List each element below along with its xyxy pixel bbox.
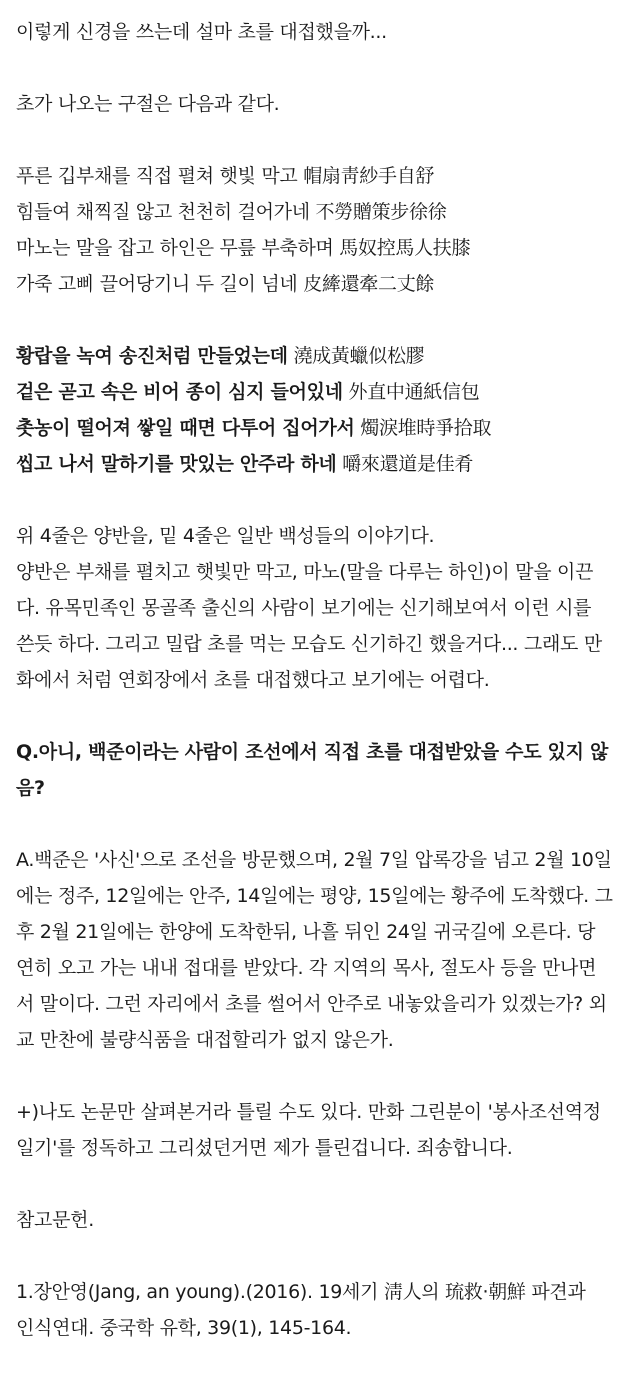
poem-korean-bold: 황랍을 녹여 송진처럼 만들었는데: [16, 345, 288, 367]
intro-line: 초가 나오는 구절은 다음과 같다.: [16, 93, 280, 115]
poem-line: 푸른 깁부채를 직접 펼쳐 햇빛 막고 帽扇靑紗手自舒: [16, 165, 435, 187]
answer-line: A.백준은 '사신'으로 조선을 방문했으며, 2월 7일 압록강을 넘고 2월 10일: [16, 849, 612, 871]
note-line: +)나도 논문만 살펴본거라 틀릴 수도 있다. 만화 그린분이 '봉사조선역정: [16, 1101, 601, 1123]
reference-line: 인식연대. 중국학 유학, 39(1), 145-164.: [16, 1317, 352, 1339]
explanation-line: 위 4줄은 양반을, 밑 4줄은 일반 백성들의 이야기다.: [16, 525, 435, 547]
poem-line: [16, 338, 628, 374]
intro-line: 이렇게 신경을 쓰는데 설마 초를 대접했을까...: [16, 21, 387, 43]
poem-line: 마노는 말을 잡고 하인은 무릎 부축하며 馬奴控馬人扶膝: [16, 237, 471, 259]
question-line: 음?: [16, 777, 45, 799]
answer-line: 서 말이다. 그런 자리에서 초를 썰어서 안주로 내놓았을리가 있겠는가? 외: [16, 993, 607, 1015]
answer-line: 후 2월 21일에는 한양에 도착한뒤, 나흘 뒤인 24일 귀국길에 오른다. 당: [16, 921, 596, 943]
poem-part2: [16, 338, 628, 482]
poem-line: [16, 374, 628, 410]
article-body: [16, 14, 628, 1382]
explanation-paragraph: [16, 518, 628, 698]
question-paragraph: [16, 734, 628, 806]
explanation-line: 화에서 처럼 연회장에서 초를 대접했다고 보기에는 어렵다.: [16, 669, 490, 691]
references-heading-text: 참고문헌.: [16, 1209, 94, 1231]
poem-line: [16, 446, 628, 482]
poem-korean-bold: 겉은 곧고 속은 비어 종이 심지 들어있네: [16, 381, 343, 403]
poem-hanja: 燭淚堆時爭拾取: [354, 417, 492, 439]
poem-hanja: 澆成黃蠟似松膠: [287, 345, 425, 367]
explanation-line: 다. 유목민족인 몽골족 출신의 사람이 보기에는 신기해보여서 이런 시를: [16, 597, 592, 619]
references-heading: [16, 1202, 628, 1238]
poem-part1: [16, 158, 628, 302]
explanation-line: 양반은 부채를 펼치고 햇빛만 막고, 마노(말을 다루는 하인)이 말을 이끈: [16, 561, 594, 583]
poem-korean-bold: 촛농이 떨어져 쌓일 때면 다투어 집어가서: [16, 417, 355, 439]
question-line: Q.아니, 백준이라는 사람이 조선에서 직접 초를 대접받았을 수도 있지 않: [16, 741, 609, 763]
poem-hanja: 嚼來還道是佳肴: [336, 453, 474, 475]
explanation-line: 쓴듯 하다. 그리고 밀랍 초를 먹는 모습도 신기하긴 했을거다... 그래도 만: [16, 633, 602, 655]
note-paragraph: [16, 1094, 628, 1166]
poem-line: [16, 410, 628, 446]
answer-line: 연히 오고 가는 내내 접대를 받았다. 각 지역의 목사, 절도사 등을 만나면: [16, 957, 597, 979]
poem-hanja: 外直中通紙信包: [342, 381, 480, 403]
poem-line: 힘들여 채찍질 않고 천천히 걸어가네 不勞贈策步徐徐: [16, 201, 447, 223]
intro-sentence: [16, 14, 628, 50]
poem-line: 가죽 고삐 끌어당기니 두 길이 넘네 皮縴還牽二丈餘: [16, 273, 435, 295]
answer-line: 에는 정주, 12일에는 안주, 14일에는 평양, 15일에는 황주에 도착했다. 그: [16, 885, 613, 907]
intro-poem-lead: [16, 86, 628, 122]
note-line: 일기'를 정독하고 그리셨던거면 제가 틀린겁니다. 죄송합니다.: [16, 1137, 513, 1159]
answer-paragraph: [16, 842, 628, 1058]
answer-line: 교 만찬에 불량식품을 대접할리가 없지 않은가.: [16, 1029, 394, 1051]
reference-item: [16, 1274, 628, 1346]
poem-korean-bold: 씹고 나서 말하기를 맛있는 안주라 하네: [16, 453, 337, 475]
reference-line: 1.장안영(Jang, an young).(2016). 19세기 淸人의 琉救·朝鮮 파견과: [16, 1281, 586, 1303]
